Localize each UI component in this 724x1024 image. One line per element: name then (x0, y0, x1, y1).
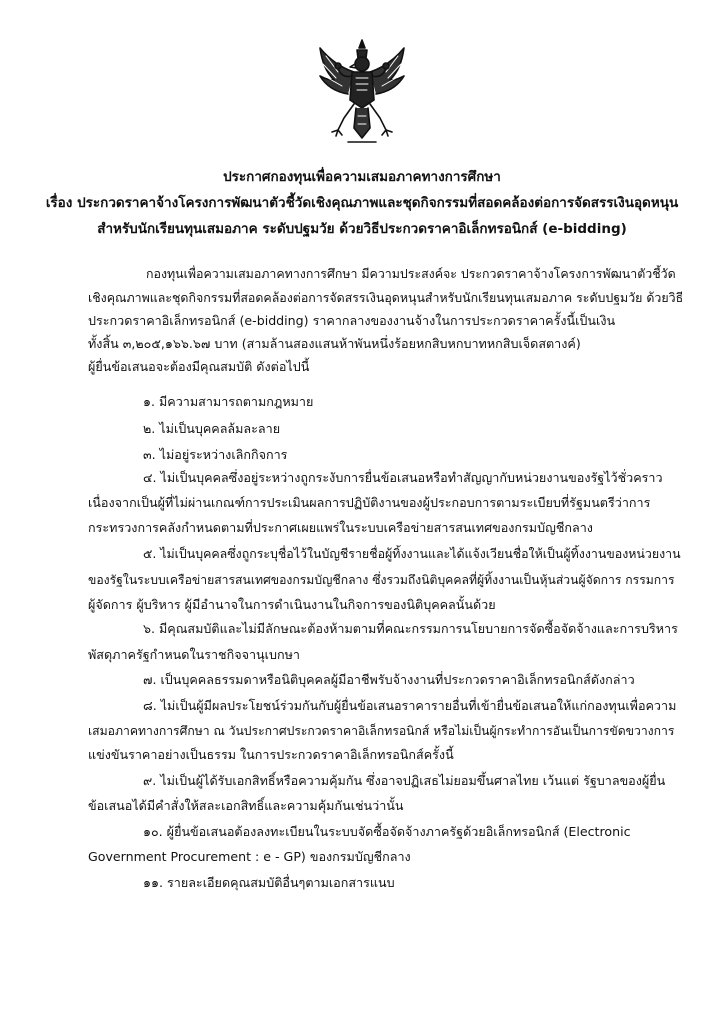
qualification-item-11: ๑๑. รายละเอียดคุณสมบัติอื่นๆตามเอกสารแนบ (143, 875, 395, 890)
intro-paragraph-line: ประกวดราคาอิเล็กทรอนิกส์ (e-bidding) ราคากลางของงานจ้างในการประกวดราคาครั้งนี้เป็นเงิน (88, 313, 616, 328)
qualification-item-5-continued: ของรัฐในระบบเครือข่ายสารสนเทศของกรมบัญชีกลาง ซึ่งรวมถึงนิติบุคคลที่ผู้ทิ้งงานเป็นหุ้นส่วนผู้จัดการ กรรมการ (88, 573, 675, 587)
qualification-item-5: ๕. ไม่เป็นบุคคลซึ่งถูกระบุชื่อไว้ในบัญชีรายชื่อผู้ทิ้งงานและได้แจ้งเวียนชื่อให้เป็นผู้ทิ้งงานของหน่วยงาน (143, 546, 681, 561)
qualification-item-9-continued: ข้อเสนอได้มีคำสั่งให้สละเอกสิทธิ์และความคุ้มกันเช่นว่านั้น (88, 798, 404, 813)
subject-line-continued: สำหรับนักเรียนทุนเสมอภาค ระดับปฐมวัย ด้วยวิธีประกวดราคาอิเล็กทรอนิกส์ (e-bidding) (97, 221, 627, 237)
qualification-item-2: ๒. ไม่เป็นบุคคลล้มละลาย (143, 421, 281, 436)
qualification-item-10-continued: Government Procurement : e - GP) ของกรมบัญชีกลาง (88, 849, 411, 864)
qualification-item-4-continued: เนื่องจากเป็นผู้ที่ไม่ผ่านเกณฑ์การประเมินผลการปฏิบัติงานของผู้ประกอบการตามระเบียบที่รัฐมนตรีว่าการ (88, 495, 651, 510)
qualification-item-1: ๑. มีความสามารถตามกฎหมาย (143, 394, 314, 409)
qualification-item-9: ๙. ไม่เป็นผู้ได้รับเอกสิทธิ์หรือความคุ้มกัน ซึ่งอาจปฏิเสธไม่ยอมขึ้นศาลไทย เว้นแต่ รัฐบาลของผู้ยื่น (143, 773, 666, 788)
qualification-item-4-continued: กระทรวงการคลังกำหนดตามที่ประกาศเผยแพร่ในระบบเครือข่ายสารสนเทศของกรมบัญชีกลาง (88, 520, 593, 535)
qualification-item-3: ๓. ไม่อยู่ระหว่างเลิกกิจการ (143, 447, 288, 462)
qualification-item-7: ๗. เป็นบุคคลธรรมดาหรือนิติบุคคลผู้มีอาชีพรับจ้างงานที่ประกวดราคาอิเล็กทรอนิกส์ดังกล่าว (143, 672, 635, 687)
announcement-title: ประกาศกองทุนเพื่อความเสมอภาคทางการศึกษา (223, 169, 501, 185)
qualification-item-8-continued: เสมอภาคทางการศึกษา ณ วันประกาศประกวดราคาอิเล็กทรอนิกส์ หรือไม่เป็นผู้กระทำการอันเป็นการขัดขวางการ (88, 724, 675, 738)
qualification-item-5-continued: ผู้จัดการ ผู้บริหาร ผู้มีอำนาจในการดำเนินงานในกิจการของนิติบุคคลนั้นด้วย (88, 597, 496, 612)
qualification-item-10: ๑๐. ผู้ยื่นข้อเสนอต้องลงทะเบียนในระบบจัดซื้อจัดจ้างภาครัฐด้วยอิเล็กทรอนิกส์ (Electronic (143, 824, 631, 839)
qualification-item-4: ๔. ไม่เป็นบุคคลซึ่งอยู่ระหว่างถูกระงับการยื่นข้อเสนอหรือทำสัญญากับหน่วยงานของรัฐไว้ชั่วคราว (143, 470, 663, 485)
subject-line: เรื่อง ประกวดราคาจ้างโครงการพัฒนาตัวชี้วัดเชิงคุณภาพและชุดกิจกรรมที่สอดคล้องต่อการจัดสรรเงินอุดหนุน (45, 195, 679, 211)
budget-amount-line: ทั้งสิ้น ๓,๒๐๕,๑๖๖.๖๗ บาท (สามล้านสองแสนห้าพันหนึ่งร้อยหกสิบหกบาทหกสิบเจ็ดสตางค์) (88, 336, 581, 351)
qualifications-heading: ผู้ยื่นข้อเสนอจะต้องมีคุณสมบัติ ดังต่อไปนี้ (88, 359, 310, 374)
qualification-item-6-continued: พัสดุภาครัฐกำหนดในราชกิจจานุเบกษา (88, 647, 300, 662)
garuda-emblem-icon (314, 38, 410, 146)
qualification-item-6: ๖. มีคุณสมบัติและไม่มีลักษณะต้องห้ามตามที่คณะกรรมการนโยบายการจัดซื้อจัดจ้างและการบริหาร (143, 621, 678, 636)
intro-paragraph-line: เชิงคุณภาพและชุดกิจกรรมที่สอดคล้องต่อการจัดสรรเงินอุดหนุนสำหรับนักเรียนทุนเสมอภาค ระดับปฐมวัย ด้วยวิธี (88, 290, 684, 305)
intro-paragraph-line: กองทุนเพื่อความเสมอภาคทางการศึกษา มีความประสงค์จะ ประกวดราคาจ้างโครงการพัฒนาตัวชี้วัด (146, 266, 676, 281)
qualification-item-8: ๘. ไม่เป็นผู้มีผลประโยชน์ร่วมกันกับผู้ยื่นข้อเสนอราคารายอื่นที่เข้ายื่นข้อเสนอให้แก่กองทุนเพื่อความ (143, 698, 677, 713)
qualification-item-8-continued: แข่งขันราคาอย่างเป็นธรรม ในการประกวดราคาอิเล็กทรอนิกส์ครั้งนี้ (88, 747, 454, 762)
